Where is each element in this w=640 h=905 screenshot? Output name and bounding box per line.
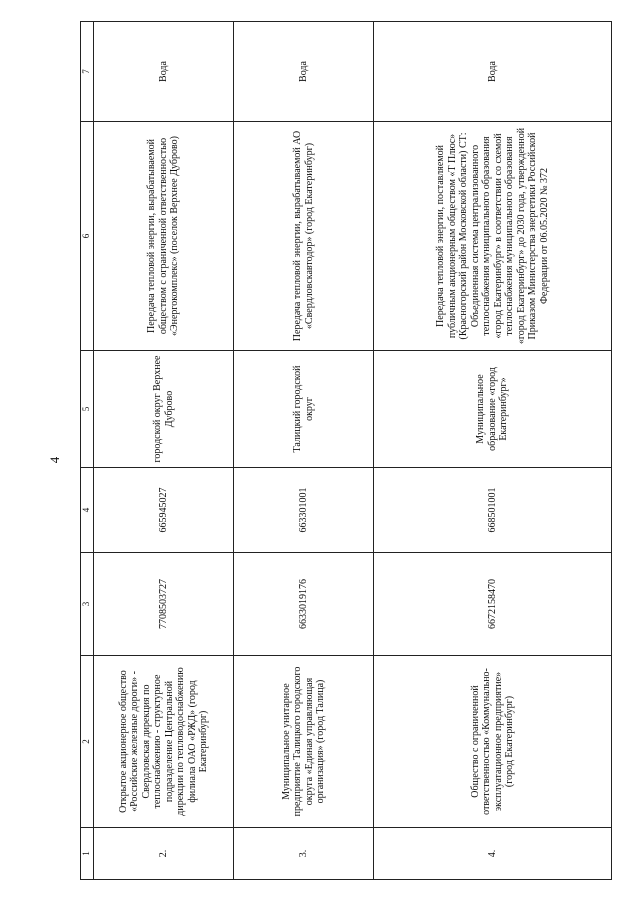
activity-description: Передача тепловой энергии, поставляемой публичным акционерным обществом «Т Плюс» (Красногорский район Московской области) СТ: Объединенная система централизованного теплоснабжения муниципального образования «город Екатеринбург» в соответствии со схемой теплоснабжения муниципального образования «город Екатеринбург» до 2030 года, утвержденной Приказом Министерства энергетики Российской Федерации от 06.05.2020 № 372 [374,122,612,351]
kpp-value: 665945027 [94,468,234,553]
organization-name: Общество с ограниченной ответственностью «Коммунально-эксплуатационное предприятие» (город Екатеринбург) [374,656,612,828]
col-header-1: 1 [81,828,94,880]
kpp-value: 668501001 [374,468,612,553]
col-header-6: 6 [81,122,94,351]
rotated-table-container [80,22,612,880]
territory: Муниципальное образование «город Екатеринбург» [374,351,612,468]
organization-name: Муниципальное унитарное предприятие Талицкого городского округа «Единая управляющая организация» (город Талица) [234,656,374,828]
resource-type: Вода [374,22,612,122]
row-number: 4. [374,828,612,880]
tariff-table [80,21,612,880]
inn-value: 6672158470 [374,553,612,656]
col-header-5: 5 [81,351,94,468]
inn-value: 6633019176 [234,553,374,656]
document-sheet [80,22,612,880]
col-header-2: 2 [81,656,94,828]
row-number: 2. [94,828,234,880]
table-row [374,22,612,880]
page-number: 4 [47,456,62,464]
column-number-row [81,22,94,880]
row-number: 3. [234,828,374,880]
territory: городской округ Верхнее Дуброво [94,351,234,468]
resource-type: Вода [94,22,234,122]
col-header-7: 7 [81,22,94,122]
territory: Талицкий городской округ [234,351,374,468]
organization-name: Открытое акционерное общество «Российские железные дороги» - Свердловская дирекция по теплоснабжению - структурное подразделение Центральной дирекции по тепловодоснабжению филиала ОАО «РЖД» (город Екатеринбург) [94,656,234,828]
col-header-3: 3 [81,553,94,656]
activity-description: Передача тепловой энергии, вырабатываемой обществом с ограниченной ответственностью «Энергокомплекс» (поселок Верхнее Дуброво) [94,122,234,351]
inn-value: 7708503727 [94,553,234,656]
kpp-value: 663301001 [234,468,374,553]
table-row [94,22,234,880]
col-header-4: 4 [81,468,94,553]
table-row [234,22,374,880]
resource-type: Вода [234,22,374,122]
activity-description: Передача тепловой энергии, вырабатываемой АО «Свердловскавтодор» (город Екатеринбург) [234,122,374,351]
